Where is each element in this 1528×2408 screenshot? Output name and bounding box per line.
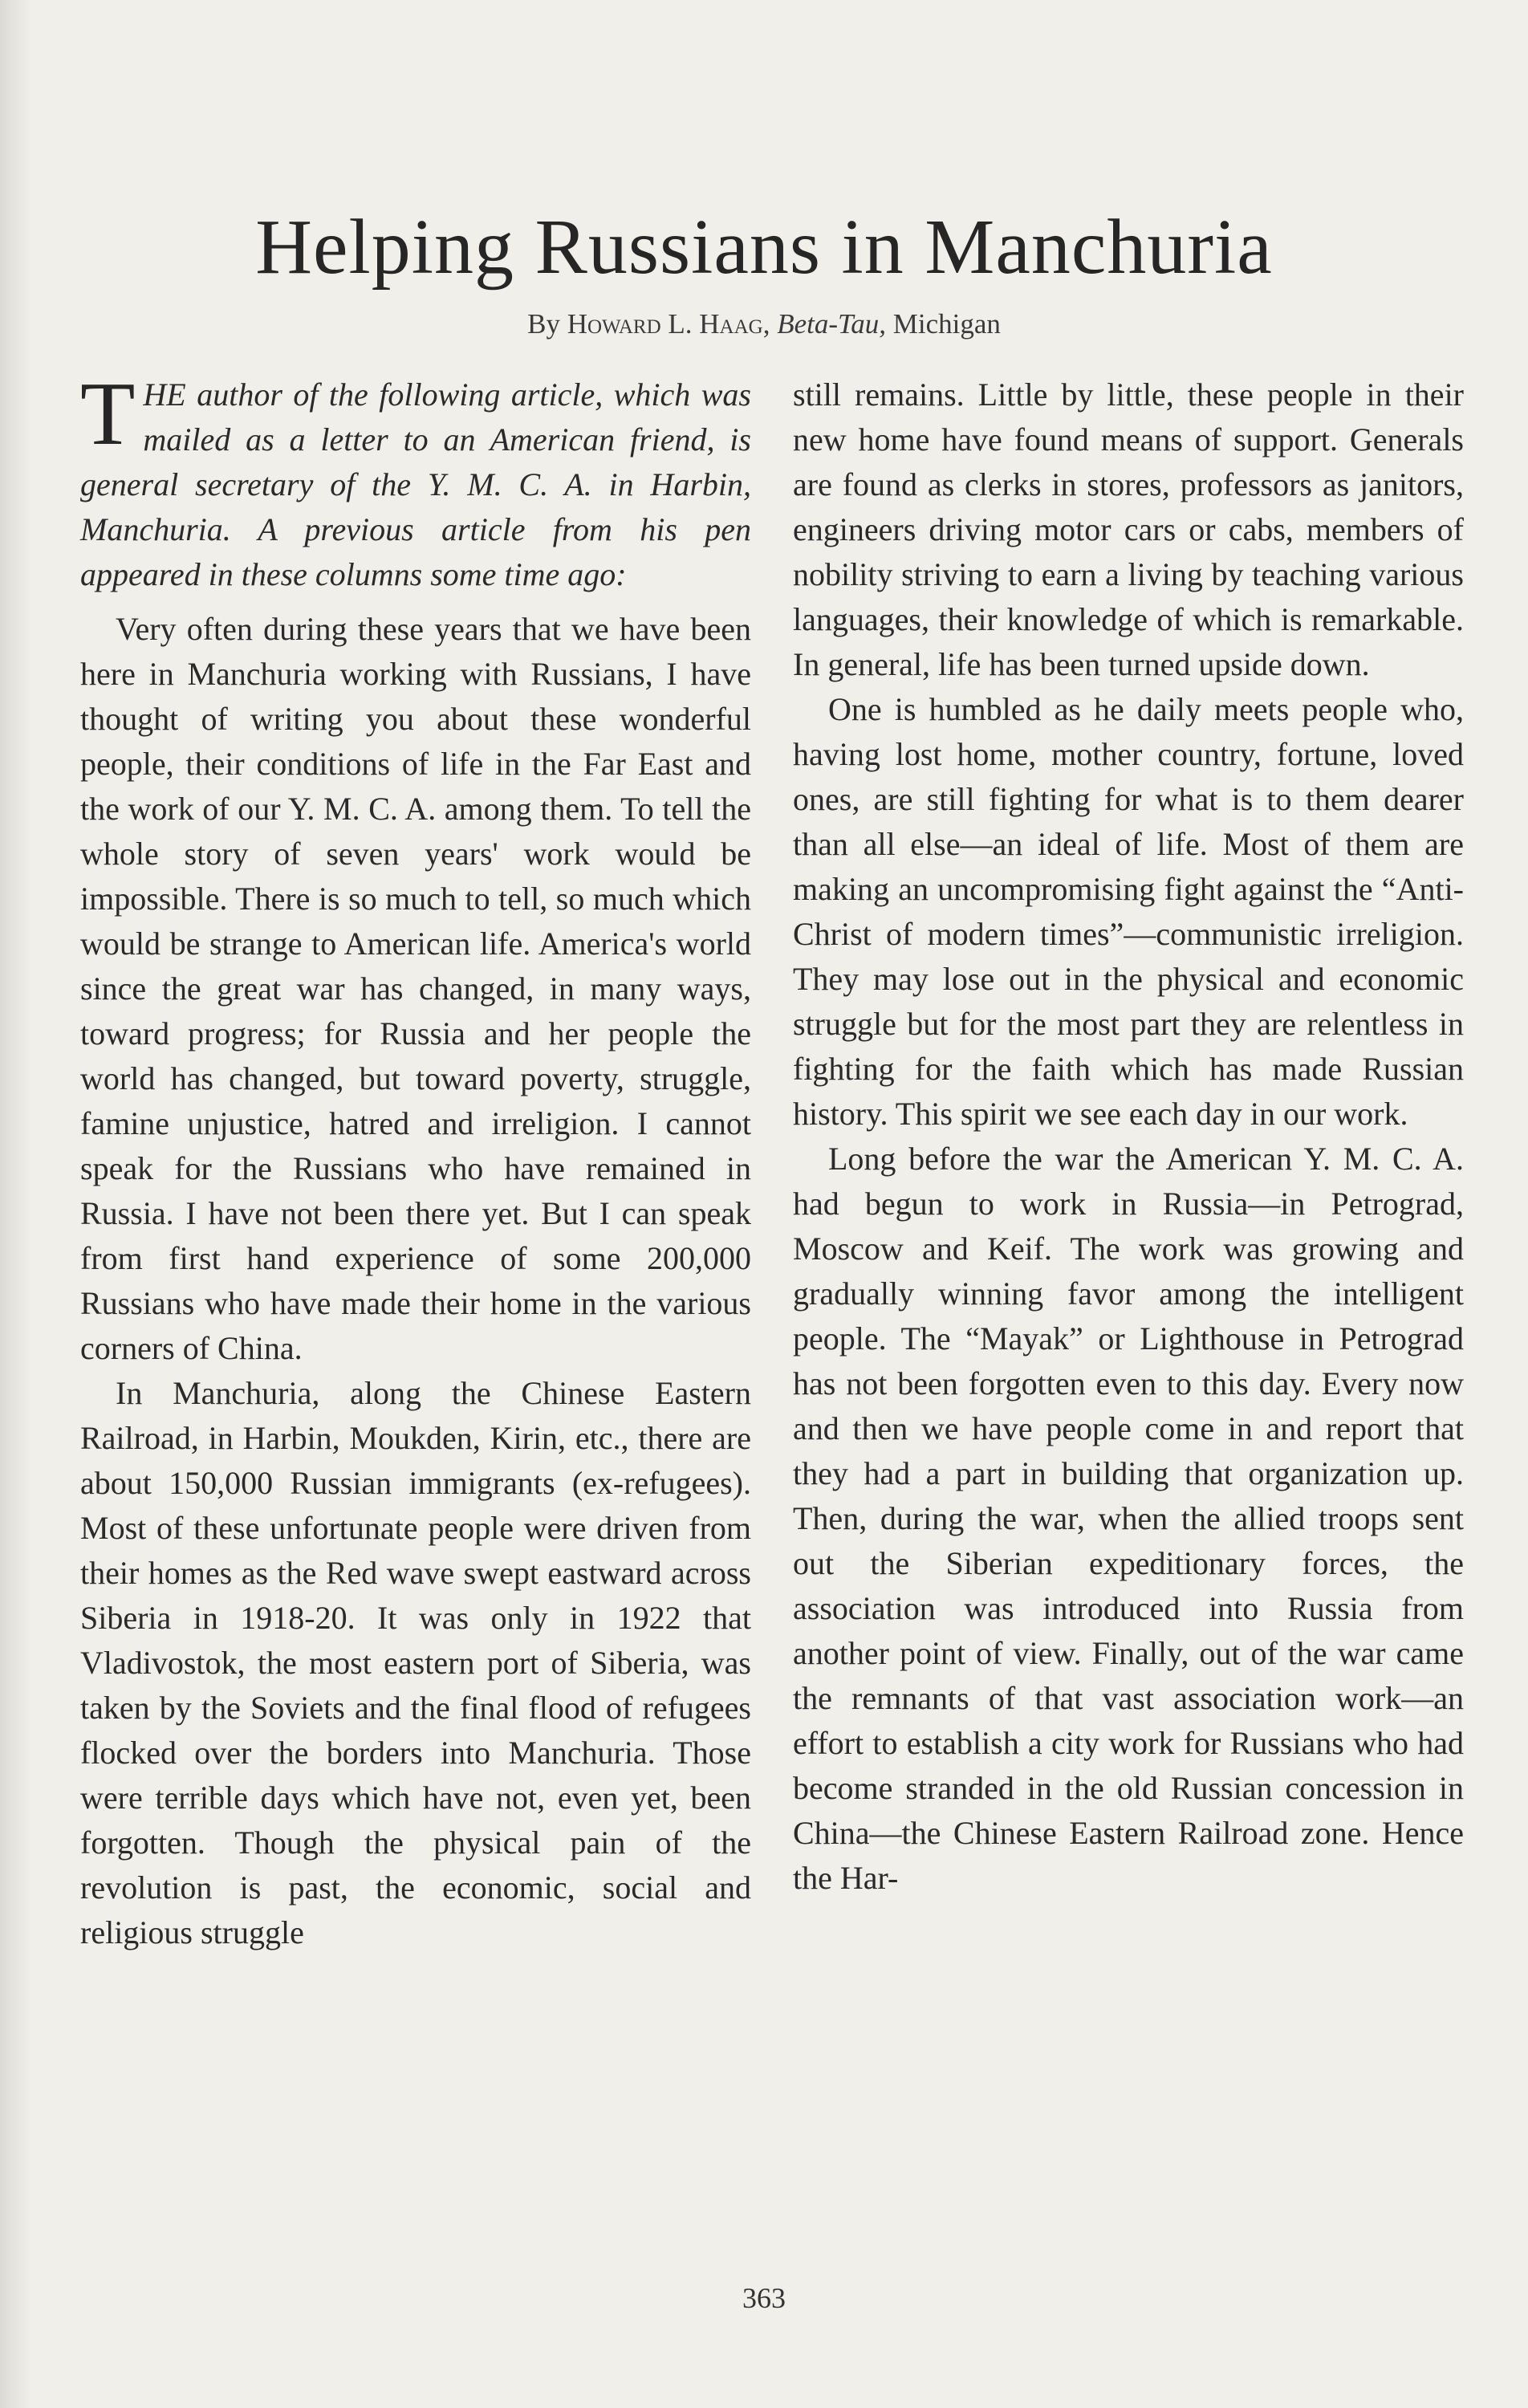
editor-intro [80, 364, 751, 597]
intro-text: HE author of the following article, which was mailed as a letter to an American friend, is general secretary of the Y. M. C. A. in Harbin, Manchuria. A previous article from his pen appeared in these columns some time ago: [80, 376, 751, 592]
paragraph: Very often during these years that we have been here in Manchuria working with Russians, I have thought of writing you about these wonderful people, their conditions of life in the Far East and the work of our Y. M. C. A. among them. To tell the whole story of seven years' work would be impossible. There is so much to tell, so much which would be strange to American life. America's world since the great war has changed, in many ways, toward progress; for Russia and her people the world has changed, but toward poverty, struggle, famine unjustice, hatred and irreligion. I cannot speak for the Russians who have remained in Russia. I have not been there yet. But I can speak from first hand experience of some 200,000 Russians who have made their home in the various corners of China. [80, 611, 751, 1366]
byline [0, 307, 1528, 342]
page-number: 363 [742, 2282, 786, 2314]
byline-place: Michigan [892, 308, 1001, 340]
byline-prefix: By [527, 308, 560, 340]
article-title: Helping Russians in Manchuria [255, 204, 1273, 291]
drop-cap: T [80, 364, 136, 464]
paragraph: In Manchuria, along the Chinese Eastern Railroad, in Harbin, Moukden, Kirin, etc., there are about 150,000 Russian immigrants (ex-refugees). Most of these unfortunate people were driven from their homes as the Red wave swept eastward across Siberia in 1918-20. It was only in 1922 that Vladivostok, the most eastern port of Siberia, was taken by the Soviets and the final flood of refugees flocked over the borders into Manchuria. Those were terrible days which have not, even yet, been forgotten. Though the physical pain of the revolution is past, the economic, social and religious struggle [80, 1375, 751, 1950]
paragraph: still remains. Little by little, these people in their new home have found means of support. Generals are found as clerks in stores, professors as janitors, engineers driving motor cars or cabs, members of nobility striving to earn a living by teaching various languages, their knowledge of which is remarkable. In general, life has been turned upside down. [793, 376, 1464, 682]
byline-chapter: Beta-Tau, [777, 308, 887, 340]
right-column [793, 372, 1464, 1901]
byline-author: Howard L. Haag, [567, 308, 770, 340]
left-column [80, 364, 751, 1955]
page-binding-shadow [0, 0, 32, 2408]
paragraph: One is humbled as he daily meets people who, having lost home, mother country, fortune, loved ones, are still fighting for what is to them dearer than all else—an ideal of life. Most of them are making an uncompromising fight against the “Anti-Christ of modern times”—communistic irreligion. They may lose out in the physical and economic struggle but for the most part they are relentless in fighting for the faith which has made Russian history. This spirit we see each day in our work. [793, 691, 1464, 1132]
paragraph: Long before the war the American Y. M. C. A. had begun to work in Russia—in Petrograd, Moscow and Keif. The work was growing and gradually winning favor among the intelligent people. The “Mayak” or Lighthouse in Petrograd has not been forgotten even to this day. Every now and then we have people come in and report that they had a part in building that organization up. Then, during the war, when the allied troops sent out the Siberian expeditionary forces, the association was introduced into Russia from another point of view. Finally, out of the war came the remnants of that vast association work—an effort to establish a city work for Russians who had become stranded in the old Russian concession in China—the Chinese Eastern Railroad zone. Hence the Har- [793, 1141, 1464, 1896]
